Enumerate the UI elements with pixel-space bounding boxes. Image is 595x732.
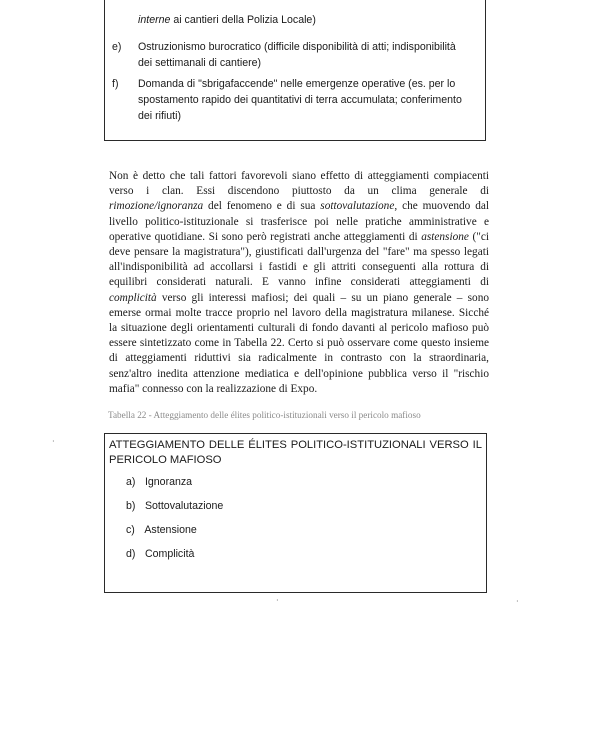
list-item-e <box>112 39 482 71</box>
item-line: spostamento rapido dei quantitativi di terra accumulata; conferimento <box>138 94 462 106</box>
option-text: Ignoranza <box>144 476 193 488</box>
option-text: Astensione <box>144 524 197 536</box>
item-letter: f) <box>112 78 119 90</box>
option-letter: b) <box>126 500 136 512</box>
para-line: complicità verso gli interessi mafiosi; dei quali – su un piano generale – sono <box>109 291 489 304</box>
table-option <box>126 500 223 512</box>
item-line: interne ai cantieri della Polizia Locale) <box>138 14 316 26</box>
heading-line: ATTEGGIAMENTO DELLE ÉLITES POLITICO-ISTITUZIONALI VERSO IL <box>109 439 482 451</box>
item-letter: e) <box>112 41 122 53</box>
option-text: Sottovalutazione <box>144 500 224 512</box>
list-item-f <box>112 76 482 124</box>
scan-speck: · <box>276 596 279 605</box>
item-line: Domanda di "sbrigafaccende" nelle emergenze operative (es. per lo <box>138 78 456 90</box>
option-text: Complicità <box>144 548 195 560</box>
item-line: Ostruzionismo burocratico (difficile disponibilità di atti; indisponibilità <box>138 41 456 53</box>
item-line: dei settimanali di cantiere) <box>138 57 262 69</box>
body-paragraph <box>109 169 489 397</box>
option-letter: c) <box>126 524 135 536</box>
table-box <box>104 433 487 593</box>
option-letter: d) <box>126 548 136 560</box>
scan-speck: · <box>52 437 55 446</box>
table-option <box>126 548 194 560</box>
para-line: Non è detto che tali fattori favorevoli siano effetto di atteggiamenti compiacenti <box>109 170 489 182</box>
para-line: all'indisponibilità ad accollarsi i fastidi e gli attriti conseguenti alla rottura di <box>109 261 489 274</box>
table-option <box>126 524 197 536</box>
para-line: emerse ormai molte tracce proprio nel lavoro della magistratura milanese. Sicché <box>109 306 489 319</box>
para-line: essere sintetizzato come in Tabella 22. Certo si può osservare come questo insieme <box>109 337 489 350</box>
table-caption: Tabella 22 - Atteggiamento delle élites politico-istituzionali verso il pericolo mafioso <box>108 410 421 420</box>
table-heading <box>109 438 482 468</box>
para-line: verso i clan. Essi discendono piuttosto da un clima generale di <box>109 185 489 198</box>
list-item <box>124 12 482 28</box>
para-line: livello politico-istituzionale si trasferisce poi nelle pratiche amministrative e <box>109 215 489 228</box>
para-line: senz'altro inedita attenzione mediatica e dell'opinione pubblica verso il "rischio <box>109 367 489 380</box>
para-line: deve pensare la magistratura"), giustificati dall'urgenza del "fare" ma spesso legati <box>109 246 489 259</box>
para-line: mafia" connesso con la realizzazione di Expo. <box>109 382 318 395</box>
para-line: operative quotidiane. Si sono però registrati anche atteggiamenti di astensione ("ci <box>109 230 489 243</box>
scan-speck: · <box>516 597 519 606</box>
option-letter: a) <box>126 476 136 488</box>
para-line: la situazione degli orientamenti culturali di fondo davanti al pericolo mafioso può <box>109 322 489 335</box>
para-line: equilibri considerati naturali. E vanno infine considerati atteggiamenti di <box>109 276 489 289</box>
item-line: dei rifiuti) <box>138 110 181 122</box>
para-line: rimozione/ignoranza del fenomeno e di sua sottovalutazione, che muovendo dal <box>109 200 490 213</box>
heading-line: PERICOLO MAFIOSO <box>109 454 222 466</box>
para-line: di atteggiamenti riduttivi sia radicalmente in contrasto con la straordinaria, <box>109 352 489 365</box>
table-option <box>126 476 192 488</box>
